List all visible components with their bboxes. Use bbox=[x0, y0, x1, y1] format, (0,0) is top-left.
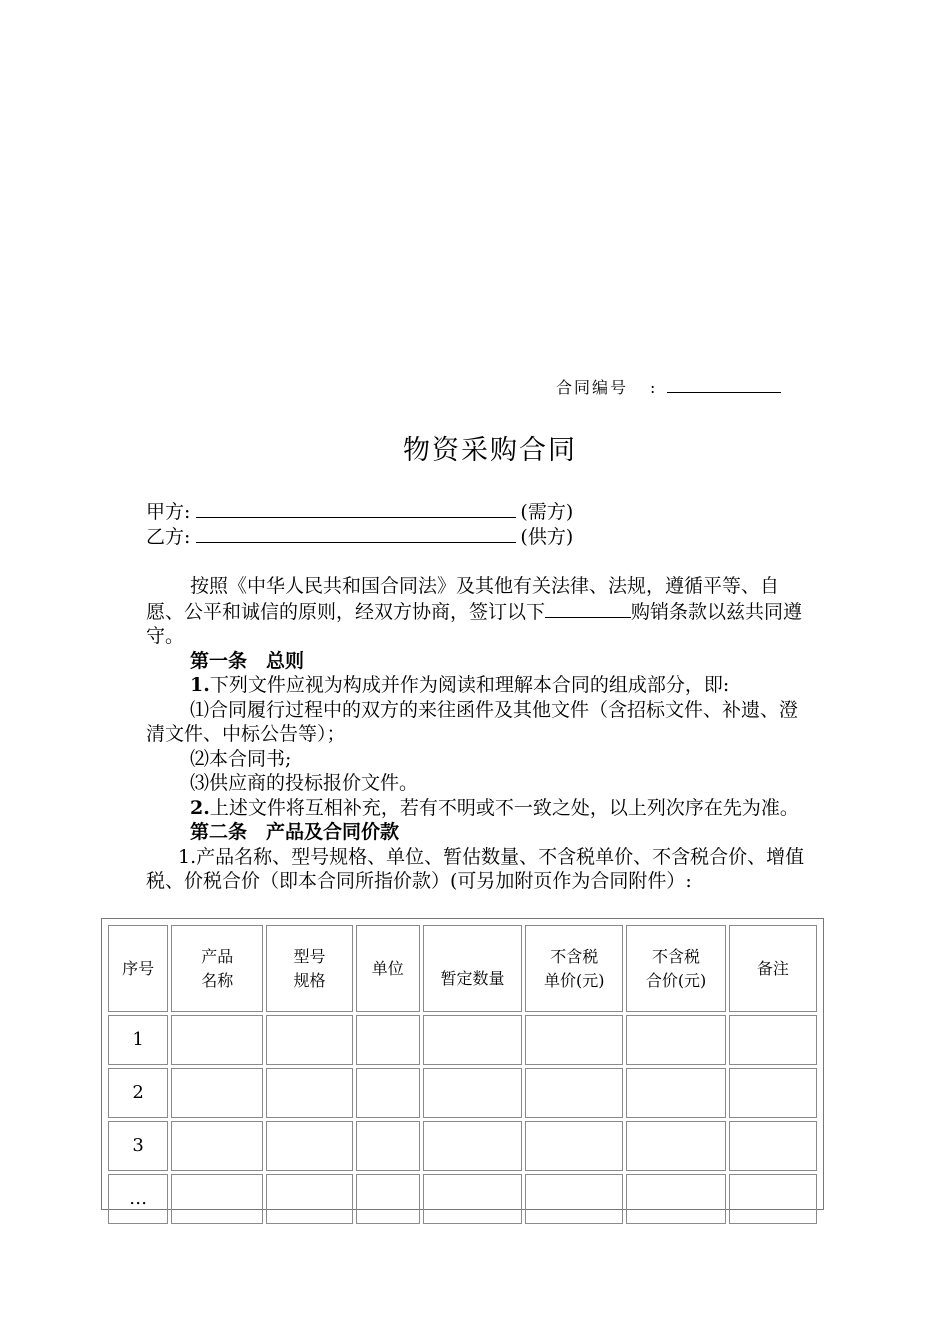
cell-unit-price[interactable] bbox=[525, 1015, 623, 1065]
article1-item1-text: 下列文件应视为构成并作为阅读和理解本合同的组成部分，即: bbox=[209, 674, 730, 696]
cell-unit-price[interactable] bbox=[525, 1068, 623, 1118]
table-row bbox=[108, 1015, 817, 1065]
contract-number-colon: : bbox=[650, 378, 658, 397]
cell-name[interactable] bbox=[171, 1174, 263, 1224]
cell-total[interactable] bbox=[626, 1174, 725, 1224]
cell-qty[interactable] bbox=[423, 1015, 522, 1065]
col-header-model-line2: 规格 bbox=[293, 970, 326, 990]
contract-body bbox=[146, 574, 808, 894]
col-header-qty: 暂定数量 bbox=[423, 925, 522, 1012]
party-a bbox=[146, 499, 573, 524]
table-header-row bbox=[108, 925, 817, 1012]
contract-number-blank[interactable] bbox=[667, 378, 781, 393]
cell-unit-price[interactable] bbox=[525, 1174, 623, 1224]
intro-paragraph bbox=[146, 574, 808, 649]
col-header-total bbox=[626, 925, 725, 1012]
intro-text-end: 购销条款以兹共同遵守。 bbox=[146, 600, 803, 647]
cell-qty[interactable] bbox=[423, 1121, 522, 1171]
row-seq: 3 bbox=[108, 1121, 168, 1171]
contract-number-label: 合同编号 bbox=[556, 378, 629, 397]
cell-remark[interactable] bbox=[729, 1121, 817, 1171]
party-a-role: (需方) bbox=[520, 501, 574, 523]
party-b-label: 乙方: bbox=[146, 526, 191, 548]
article1-item2-num: 2. bbox=[190, 796, 210, 819]
cell-remark[interactable] bbox=[729, 1174, 817, 1224]
cell-total[interactable] bbox=[626, 1121, 725, 1171]
cell-unit[interactable] bbox=[356, 1068, 420, 1118]
article1-item1-num: 1. bbox=[190, 674, 210, 696]
contract-number bbox=[556, 375, 781, 398]
document-title: 物资采购合同 bbox=[403, 435, 577, 466]
intro-text: 按照《中华人民共和国合同法》及其他有关法律、法规，遵循平等、自愿、公平和诚信的原则，经双方协商，签订以下 bbox=[146, 575, 780, 623]
product-table bbox=[105, 922, 820, 1227]
cell-name[interactable] bbox=[171, 1121, 263, 1171]
cell-unit[interactable] bbox=[356, 1174, 420, 1224]
col-header-model bbox=[266, 925, 352, 1012]
col-header-remark: 备注 bbox=[729, 925, 817, 1012]
article1-sub3: ⑶供应商的投标报价文件。 bbox=[190, 772, 419, 794]
col-header-unit-price bbox=[525, 925, 623, 1012]
col-header-seq: 序号 bbox=[108, 925, 168, 1012]
cell-model[interactable] bbox=[266, 1174, 352, 1224]
article1-sub2: ⑵本合同书; bbox=[190, 747, 292, 770]
col-header-unit-price-line1: 不含税 bbox=[550, 946, 599, 966]
col-header-total-line1: 不含税 bbox=[652, 946, 701, 966]
row-seq: … bbox=[108, 1174, 168, 1224]
col-header-model-line1: 型号 bbox=[293, 946, 326, 966]
party-a-label: 甲方: bbox=[146, 501, 191, 523]
cell-unit-price[interactable] bbox=[525, 1121, 623, 1171]
cell-total[interactable] bbox=[626, 1068, 725, 1118]
cell-model[interactable] bbox=[266, 1121, 352, 1171]
intro-blank[interactable] bbox=[545, 599, 631, 618]
party-b-role: (供方) bbox=[520, 526, 574, 548]
article1-sub1: ⑴合同履行过程中的双方的来往函件及其他文件（含招标文件、补遗、澄清文件、中标公告等）； bbox=[146, 698, 799, 745]
article1-heading: 第一条 总则 bbox=[190, 649, 305, 672]
article2-heading: 第二条 产品及合同价款 bbox=[190, 821, 400, 843]
article2-item1: 1.产品名称、型号规格、单位、暂估数量、不含税单价、不含税合价、增值税、价税合价（即本合同所指价款）(可另加附页作为合同附件）: bbox=[146, 845, 805, 892]
cell-model[interactable] bbox=[266, 1015, 352, 1065]
party-b bbox=[146, 524, 573, 549]
article1-item2-text: 上述文件将互相补充，若有不明或不一致之处，以上列次序在先为准。 bbox=[209, 796, 799, 819]
cell-name[interactable] bbox=[171, 1068, 263, 1118]
col-header-name-line1: 产品 bbox=[201, 946, 234, 966]
party-b-blank[interactable] bbox=[196, 524, 516, 543]
col-header-unit: 单位 bbox=[356, 925, 420, 1012]
cell-qty[interactable] bbox=[423, 1174, 522, 1224]
table-row bbox=[108, 1121, 817, 1171]
table-row bbox=[108, 1068, 817, 1118]
article1-item2 bbox=[146, 796, 808, 821]
col-header-name bbox=[171, 925, 263, 1012]
product-table-frame bbox=[101, 918, 824, 1210]
row-seq: 2 bbox=[108, 1068, 168, 1118]
col-header-total-line2: 合价(元) bbox=[645, 970, 707, 990]
cell-total[interactable] bbox=[626, 1015, 725, 1065]
party-a-blank[interactable] bbox=[196, 499, 516, 518]
table-row bbox=[108, 1174, 817, 1224]
col-header-unit-price-line2: 单价(元) bbox=[544, 970, 605, 990]
cell-model[interactable] bbox=[266, 1068, 352, 1118]
col-header-name-line2: 名称 bbox=[201, 970, 234, 990]
cell-unit[interactable] bbox=[356, 1121, 420, 1171]
cell-unit[interactable] bbox=[356, 1015, 420, 1065]
cell-qty[interactable] bbox=[423, 1068, 522, 1118]
cell-remark[interactable] bbox=[729, 1068, 817, 1118]
article1-item1 bbox=[146, 673, 808, 698]
row-seq: 1 bbox=[108, 1015, 168, 1065]
cell-name[interactable] bbox=[171, 1015, 263, 1065]
cell-remark[interactable] bbox=[729, 1015, 817, 1065]
